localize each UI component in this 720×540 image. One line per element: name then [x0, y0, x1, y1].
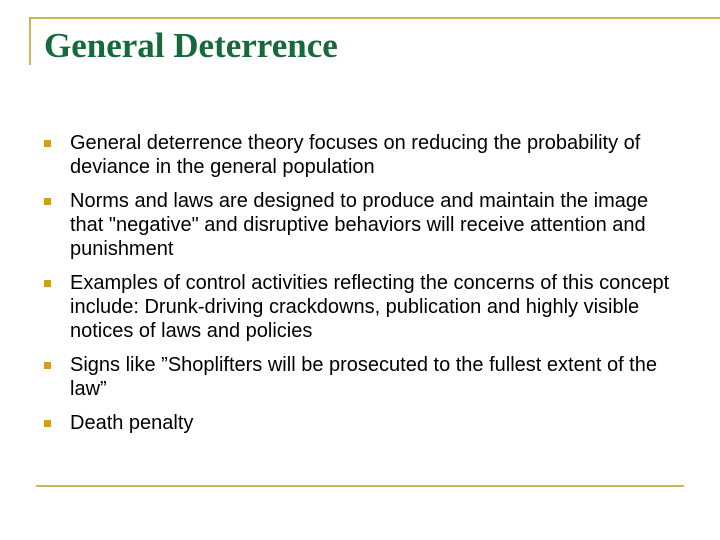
list-item: [44, 271, 684, 343]
list-item-text: Examples of control activities reflecting the concerns of this concept include: Drunk-driving crackdowns, publication and highly visible notices of laws and policies: [70, 272, 670, 342]
square-bullet-icon: [44, 140, 51, 147]
square-bullet-icon: [44, 362, 51, 369]
bottom-divider: [36, 485, 684, 487]
list-item-text: Death penalty: [70, 412, 194, 434]
square-bullet-icon: [44, 198, 51, 205]
list-item-text: General deterrence theory focuses on reducing the probability of deviance in the general population: [70, 132, 641, 178]
list-item: [44, 131, 684, 179]
bullet-list: [44, 131, 684, 445]
top-divider: [29, 17, 720, 19]
list-item-text: Signs like ”Shoplifters will be prosecuted to the fullest extent of the law”: [70, 354, 657, 400]
list-item: [44, 411, 684, 435]
left-divider: [29, 17, 31, 65]
square-bullet-icon: [44, 280, 51, 287]
slide-title: General Deterrence: [44, 26, 338, 65]
square-bullet-icon: [44, 420, 51, 427]
list-item: [44, 189, 684, 261]
list-item: [44, 353, 684, 401]
list-item-text: Norms and laws are designed to produce and maintain the image that "negative" and disruptive behaviors will receive attention and punishment: [70, 190, 649, 260]
